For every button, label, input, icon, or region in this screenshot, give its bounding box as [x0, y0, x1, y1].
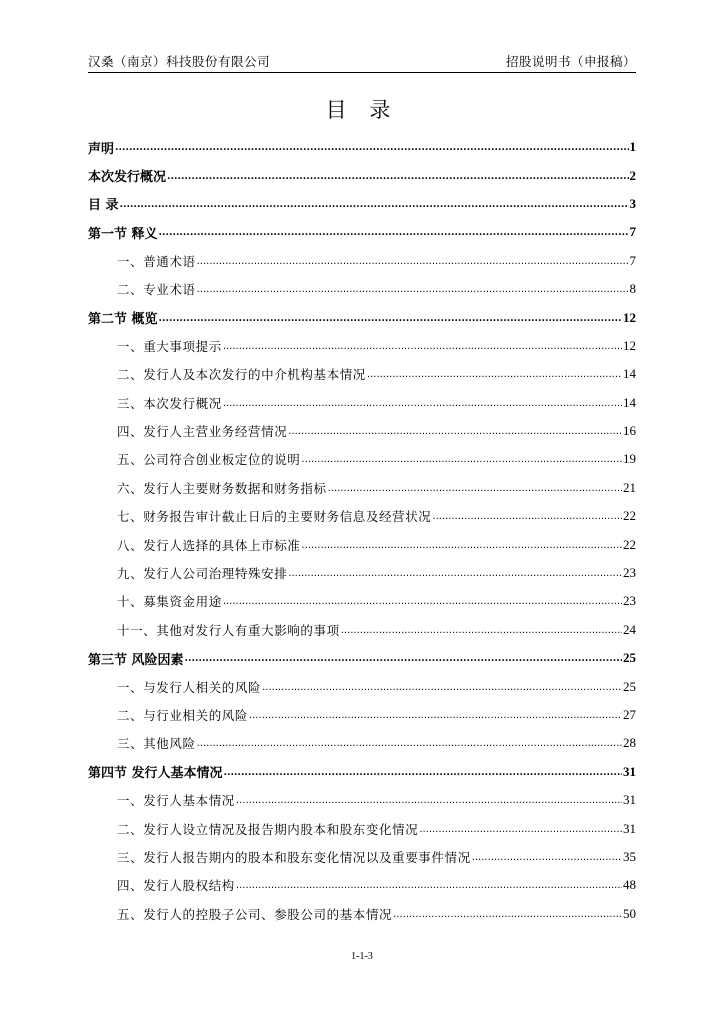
toc-subsection-entry[interactable] [88, 559, 636, 587]
toc-entry-title: 第三节 风险因素 [88, 652, 184, 668]
toc-dot-leader [236, 878, 622, 892]
toc-subsection-entry[interactable] [88, 275, 636, 303]
toc-entry-page-number: 1 [629, 139, 636, 155]
toc-entry-title: 一、与发行人相关的风险 [117, 679, 262, 695]
toc-dot-leader [159, 311, 622, 325]
toc-entry-title: 目 录 [88, 198, 119, 214]
toc-entry-page-number: 8 [629, 281, 636, 297]
toc-subsection-entry[interactable] [88, 445, 636, 473]
toc-subsection-entry[interactable] [88, 701, 636, 729]
toc-entry-title: 二、专业术语 [117, 282, 196, 298]
toc-dot-leader [197, 254, 629, 268]
toc-entry-title: 一、普通术语 [117, 253, 196, 269]
toc-entry-page-number: 22 [623, 508, 636, 524]
toc-entry-page-number: 12 [623, 337, 636, 353]
toc-subsection-entry[interactable] [88, 474, 636, 502]
toc-dot-leader [288, 566, 622, 580]
toc-dot-leader [288, 424, 622, 438]
toc-entry-page-number: 48 [623, 877, 636, 893]
toc-dot-leader [301, 452, 622, 466]
toc-entry-title: 四、发行人主营业务经营情况 [117, 424, 288, 440]
toc-subsection-entry[interactable] [88, 247, 636, 275]
toc-entry-page-number: 25 [623, 678, 636, 694]
toc-subsection-entry[interactable] [88, 332, 636, 360]
toc-entry-title: 三、发行人报告期内的股本和股东变化情况以及重要事件情况 [117, 849, 471, 865]
toc-entry-title: 十一、其他对发行人有重大影响的事项 [117, 622, 340, 638]
toc-entry-page-number: 28 [623, 735, 636, 751]
toc-entry-page-number: 24 [623, 621, 636, 637]
toc-entry-page-number: 50 [623, 905, 636, 921]
toc-subsection-entry[interactable] [88, 502, 636, 530]
toc-dot-leader [159, 225, 629, 239]
toc-entry-title: 九、发行人公司治理特殊安排 [117, 566, 288, 582]
toc-subsection-entry[interactable] [88, 616, 636, 644]
toc-entry-page-number: 12 [623, 309, 636, 325]
toc-entry-title: 五、发行人的控股子公司、参股公司的基本情况 [117, 906, 393, 922]
toc-entry-title: 第四节 发行人基本情况 [88, 766, 223, 782]
toc-dot-leader [472, 850, 622, 864]
toc-subsection-entry[interactable] [88, 900, 636, 928]
header-company-name: 汉桑（南京）科技股份有限公司 [88, 54, 271, 69]
toc-entry-title: 第一节 释义 [88, 226, 158, 242]
toc-entry-title: 十、募集资金用途 [117, 594, 222, 610]
toc-dot-leader [224, 765, 622, 779]
toc-dot-leader [197, 736, 622, 750]
toc-dot-leader [185, 651, 622, 665]
toc-entry-title: 声明 [88, 141, 115, 157]
toc-dot-leader [328, 481, 622, 495]
toc-subsection-entry[interactable] [88, 814, 636, 842]
toc-subsection-entry[interactable] [88, 587, 636, 615]
toc-entry-page-number: 35 [623, 848, 636, 864]
toc-entry-title: 一、重大事项提示 [117, 338, 222, 354]
toc-entry-title: 一、发行人基本情况 [117, 793, 235, 809]
toc-dot-leader [167, 169, 628, 183]
toc-subsection-entry[interactable] [88, 729, 636, 757]
toc-section-entry[interactable] [88, 758, 636, 786]
toc-entry-page-number: 31 [623, 820, 636, 836]
toc-dot-leader [223, 396, 622, 410]
toc-entry-title: 八、发行人选择的具体上市标准 [117, 537, 301, 553]
toc-dot-leader [223, 594, 622, 608]
toc-entry-page-number: 14 [623, 394, 636, 410]
toc-entry-page-number: 23 [623, 593, 636, 609]
toc-subsection-entry[interactable] [88, 843, 636, 871]
toc-entry-title: 二、发行人及本次发行的中介机构基本情况 [117, 367, 366, 383]
toc-entry-page-number: 16 [623, 423, 636, 439]
toc-section-entry[interactable] [88, 161, 636, 189]
toc-section-entry[interactable] [88, 218, 636, 246]
toc-entry-page-number: 27 [623, 707, 636, 722]
toc-entry-title: 第二节 概览 [88, 312, 158, 328]
toc-dot-leader [341, 623, 622, 637]
page-number: 1-1-3 [351, 951, 373, 962]
toc-entry-page-number: 2 [629, 167, 636, 183]
toc-dot-leader [223, 339, 622, 353]
toc-dot-leader [419, 822, 622, 836]
toc-entry-title: 七、财务报告审计截止日后的主要财务信息及经营状况 [117, 509, 432, 525]
toc-entry-page-number: 23 [623, 565, 636, 581]
toc-dot-leader [393, 907, 622, 921]
toc-subsection-entry[interactable] [88, 530, 636, 558]
toc-entry-title: 四、发行人股权结构 [117, 878, 235, 894]
toc-section-entry[interactable] [88, 133, 636, 161]
toc-entry-page-number: 22 [623, 536, 636, 552]
toc-subsection-entry[interactable] [88, 417, 636, 445]
toc-subsection-entry[interactable] [88, 360, 636, 388]
toc-entry-title: 三、其他风险 [117, 736, 196, 752]
toc-entry-page-number: 7 [629, 252, 636, 268]
toc-entry-page-number: 3 [629, 195, 636, 211]
page-header [88, 50, 636, 73]
toc-subsection-entry[interactable] [88, 389, 636, 417]
toc-dot-leader [367, 367, 622, 381]
toc-entry-page-number: 14 [623, 366, 636, 382]
toc-dot-leader [301, 538, 622, 552]
toc-dot-leader [115, 140, 628, 154]
toc-entry-page-number: 7 [629, 224, 636, 240]
toc-dot-leader [236, 793, 622, 807]
toc-entry-title: 二、与行业相关的风险 [117, 708, 249, 723]
toc-dot-leader [262, 680, 622, 694]
toc-dot-leader [249, 708, 622, 722]
toc-entry-title: 二、发行人设立情况及报告期内股本和股东变化情况 [117, 821, 419, 837]
toc-entry-page-number: 19 [623, 451, 636, 467]
toc-entry-page-number: 21 [623, 479, 636, 495]
toc-entry-page-number: 25 [623, 650, 636, 666]
toc-entry-page-number: 31 [623, 792, 636, 808]
toc-section-entry[interactable] [88, 644, 636, 672]
toc-dot-leader [432, 509, 622, 523]
toc-entry-title: 六、发行人主要财务数据和财务指标 [117, 480, 327, 496]
toc-subsection-entry[interactable] [88, 786, 636, 814]
table-of-contents [88, 133, 636, 928]
toc-entry-title: 本次发行概况 [88, 170, 167, 186]
header-document-type: 招股说明书（申报稿） [505, 54, 636, 69]
toc-subsection-entry[interactable] [88, 672, 636, 700]
toc-section-entry[interactable] [88, 303, 636, 331]
toc-subsection-entry[interactable] [88, 871, 636, 899]
toc-section-entry[interactable] [88, 190, 636, 218]
toc-dot-leader [120, 197, 629, 211]
toc-entry-page-number: 31 [623, 763, 636, 779]
page-title: 目 录 [325, 98, 399, 122]
toc-entry-title: 三、本次发行概况 [117, 395, 222, 411]
toc-entry-title: 五、公司符合创业板定位的说明 [117, 452, 301, 468]
toc-dot-leader [197, 282, 629, 296]
